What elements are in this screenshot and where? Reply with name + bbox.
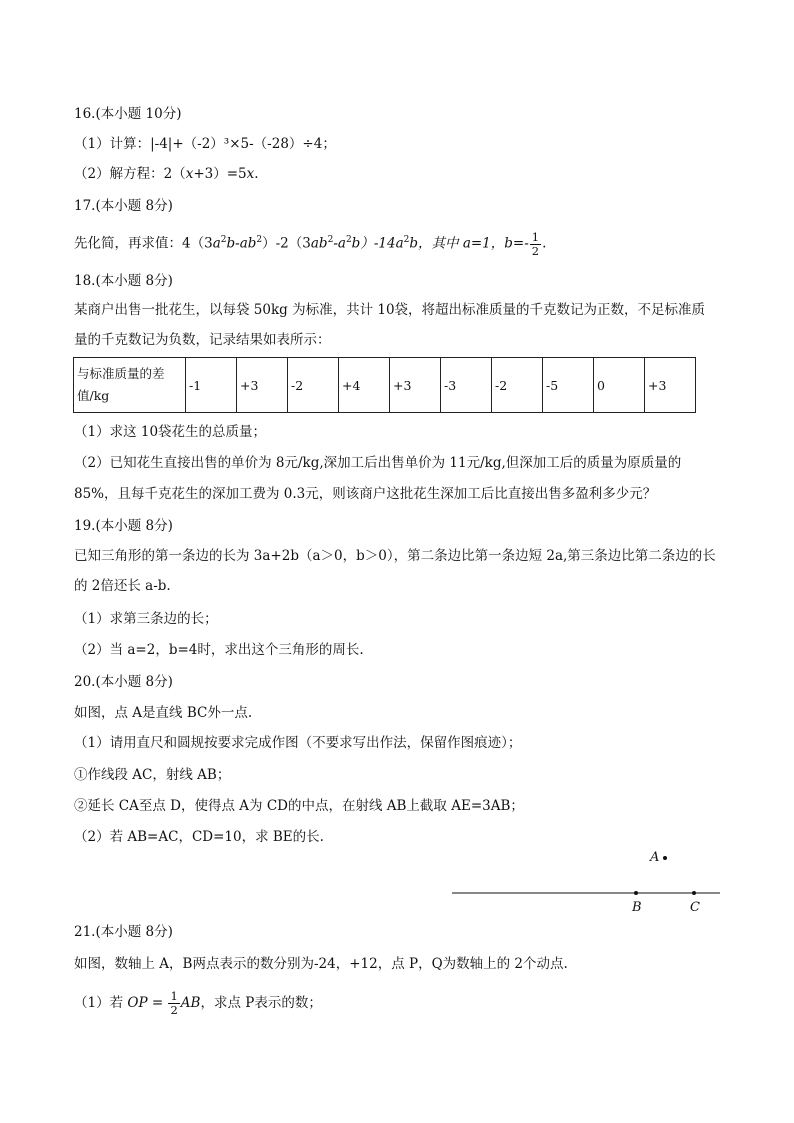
point-a	[663, 856, 667, 860]
q18-part1: （1）求这 10袋花生的总质量；	[74, 424, 267, 440]
q16-heading: 16.(本小题 10分)	[74, 106, 182, 122]
q21-part1	[74, 990, 322, 1017]
q20-line5: （2）若 AB=AC，CD=10，求 BE的长.	[74, 829, 324, 845]
q21-equals: =	[151, 995, 164, 1011]
q19-line1: 已知三角形的第一条边的长为 3a+2b（a＞0，b＞0），第二条边比第一条边短 2a,第三条边比第二条边的长	[74, 548, 716, 564]
exponent: 2	[345, 235, 352, 245]
q18-intro-line2: 量的千克数记为负数，记录结果如表所示：	[74, 332, 331, 348]
table-cell: +4	[339, 358, 390, 413]
fraction-numerator: 1	[170, 989, 178, 1003]
label-a: A	[650, 850, 660, 865]
q17-text-3: ）-2（3	[262, 235, 311, 252]
table-cell: +3	[237, 358, 288, 413]
mass-difference-table	[73, 357, 696, 413]
table-header-line1: 与标准质量的差	[77, 366, 165, 381]
q16-part2-text-b: +3）=5	[193, 166, 247, 182]
q17-cond-a: a=1，	[462, 235, 505, 252]
q18-heading: 18.(本小题 8分)	[74, 273, 173, 289]
q17-text-4: -a	[333, 235, 346, 252]
point-b	[634, 891, 638, 895]
fraction-numerator: 1	[531, 229, 540, 244]
label-c: C	[690, 900, 700, 915]
q18-part2-line2: 85%，且每千克花生的深加工费为 0.3元，则该商户这批花生深加工后比直接出售多盈利多少元？	[74, 486, 657, 502]
q19-part1: （1）求第三条边的长；	[74, 611, 218, 627]
label-b: B	[632, 900, 642, 915]
q19-line2: 的 2倍还长 a-b.	[74, 578, 171, 594]
q17-text-5: b）-14	[351, 235, 396, 252]
q20-line3: ①作线段 AC，射线 AB；	[74, 767, 231, 783]
table-cell: -2	[492, 358, 543, 413]
exponent: 2	[327, 235, 334, 245]
fraction-denominator: 2	[170, 1003, 178, 1017]
q21-line1: 如图，数轴上 A，B两点表示的数分别为-24，+12，点 P，Q为数轴上的 2个动点.	[74, 956, 568, 972]
q17-tail: .	[542, 235, 547, 252]
exponent: 2	[220, 235, 227, 245]
q18-part2-line1: （2）已知花生直接出售的单价为 8元/kg,深加工后出售单价为 11元/kg,但深加工后的质量为原质量的	[74, 455, 682, 471]
q17-text-2: b-ab	[226, 235, 257, 252]
q20-heading: 20.(本小题 8分)	[74, 674, 173, 690]
table-cell: -1	[186, 358, 237, 413]
q16-part2-text-c: .	[254, 166, 259, 182]
q16-part2	[74, 164, 259, 184]
var-x: x	[185, 166, 194, 182]
q19-part2: （2）当 a=2，b=4时，求出这个三角形的周长.	[74, 642, 364, 658]
fraction-denominator: 2	[531, 243, 540, 258]
fraction-one-half	[168, 990, 179, 1017]
q17-cond-b: b=-	[504, 235, 529, 252]
q20-line4: ②延长 CA至点 D，使得点 A为 CD的中点，在射线 AB上截取 AE=3AB；	[74, 798, 524, 814]
table-cell: -3	[441, 358, 492, 413]
var-ab: ab	[310, 235, 328, 252]
q16-part1: （1）计算：|-4|+（-2）³×5-（-28）÷4；	[74, 136, 336, 152]
table-cell: +3	[390, 358, 441, 413]
q18-intro-line1: 某商户出售一批花生，以每袋 50kg 为标准，共计 10袋，将超出标准质量的千克数记为正数，不足标准质	[74, 302, 706, 318]
figure-drawing	[450, 848, 730, 918]
q21-ab: AB	[180, 995, 201, 1011]
q19-heading: 19.(本小题 8分)	[74, 518, 173, 534]
table-cell: +3	[645, 358, 696, 413]
var-a: a	[395, 235, 404, 252]
q16-part2-text-a: （2）解方程：2（	[74, 166, 186, 182]
exponent: 2	[256, 235, 263, 245]
q17-heading: 17.(本小题 8分)	[74, 198, 173, 214]
var-x: x	[246, 166, 255, 182]
table-cell: -5	[543, 358, 594, 413]
point-c	[692, 891, 696, 895]
q20-line1: 如图，点 A是直线 BC外一点.	[74, 705, 253, 721]
q21-op: OP	[127, 995, 148, 1011]
q17-expression	[74, 230, 546, 258]
q20-line2: （1）请用直尺和圆规按要求完成作图（不要求写出作法，保留作图痕迹）；	[74, 735, 522, 751]
q21-heading: 21.(本小题 8分)	[74, 924, 173, 940]
q17-text-6: b，其中	[409, 235, 459, 252]
table-header-cell	[74, 358, 186, 413]
var-a: a	[212, 235, 221, 252]
exponent: 2	[403, 235, 410, 245]
table-header-line2: 值/kg	[77, 388, 110, 403]
fraction-one-half	[530, 231, 541, 258]
table-cell: -2	[288, 358, 339, 413]
q17-text-1: 先化简，再求值：4（3	[74, 235, 213, 252]
table-cell: 0	[594, 358, 645, 413]
q21-part1-suffix: ，求点 P表示的数；	[200, 995, 322, 1011]
table-row	[74, 358, 696, 413]
q21-part1-prefix: （1）若	[74, 995, 124, 1011]
point-line-figure	[450, 848, 730, 918]
